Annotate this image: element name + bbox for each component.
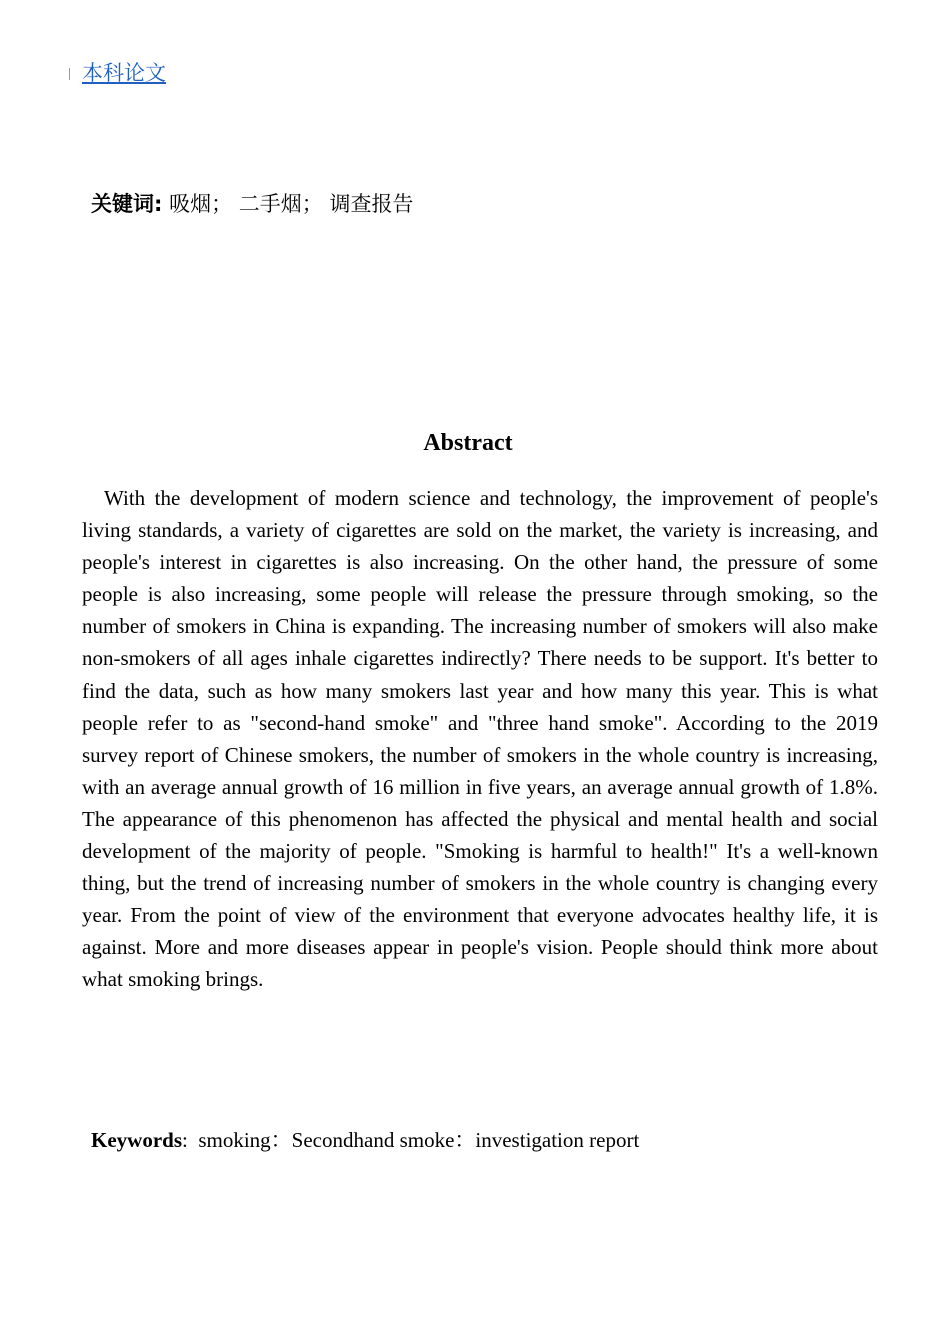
chinese-keywords [91,188,413,218]
header-cursor-mark [69,68,70,80]
header-thesis-link[interactable]: 本科论文 [82,61,166,85]
english-keywords-terms: smoking：Secondhand smoke：investigation report [198,1128,640,1152]
english-keywords [91,1124,639,1154]
english-keywords-label: Keywords [91,1128,182,1152]
chinese-keywords-label: 关键词: [91,192,163,216]
abstract-heading: Abstract [423,430,513,456]
abstract-paragraph: With the development of modern science and technology, the improvement of people's living standards, a variety of cigarettes are sold on the market, the variety is increasing, and people's interest in cigarettes is also increasing. On the other hand, the pressure of some people is also increasing, some people will release the pressure through smoking, so the number of smokers in China is expanding. The increasing number of smokers will also make non-smokers of all ages inhale cigarettes indirectly? There needs to be support. It's better to find the data, such as how many smokers last year and how many this year. This is what people refer to as "second-hand smoke" and "three hand smoke". According to the 2019 survey report of Chinese smokers, the number of smokers in the whole country is increasing, with an average annual growth of 16 million in five years, an average annual growth of 1.8%. The appearance of this phenomenon has affected the physical and mental health and social development of the majority of people. "Smoking is harmful to health!" It's a well-known thing, but the trend of increasing number of smokers in the whole country is changing every year. From the point of view of the environment that everyone advocates healthy life, it is against. More and more diseases appear in people's vision. People should think more about what smoking brings. [82,486,878,992]
english-keywords-separator: : [182,1128,188,1152]
chinese-keywords-terms: 吸烟； 二手烟； 调查报告 [169,192,414,216]
